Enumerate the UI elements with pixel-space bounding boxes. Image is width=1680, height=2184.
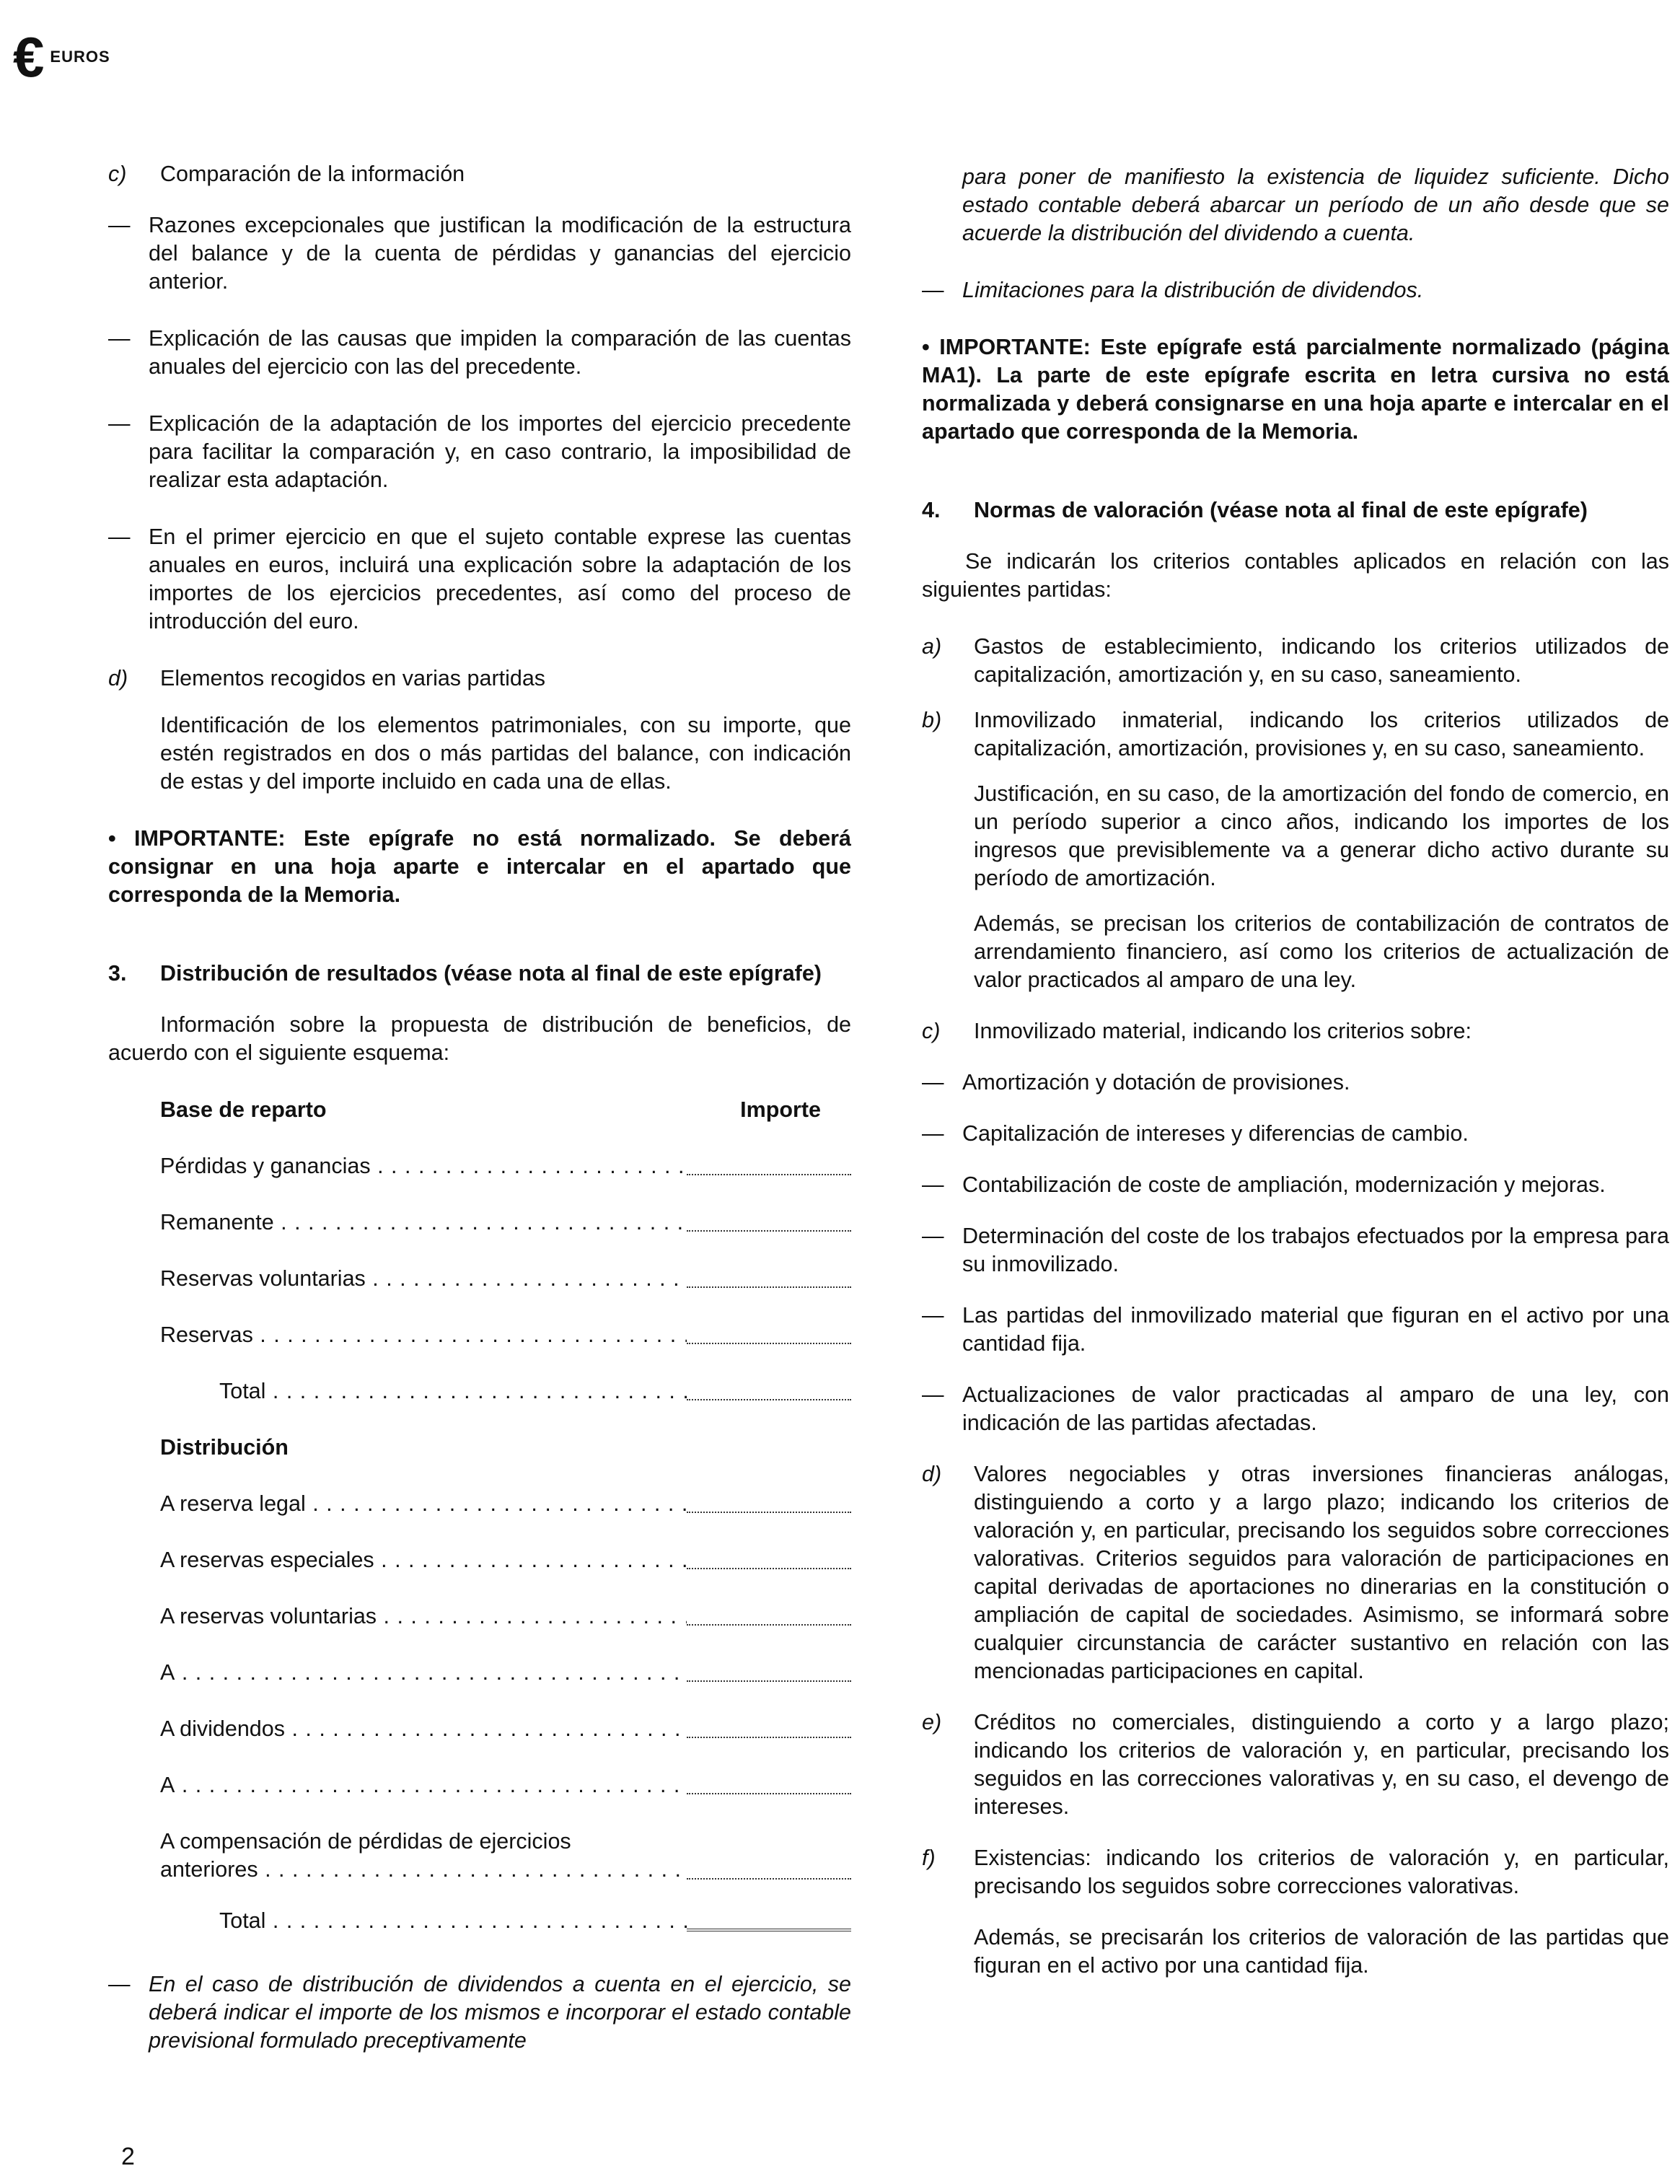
table-row: A . . . [160, 1659, 851, 1715]
amount-field[interactable] [687, 1321, 851, 1344]
list-item: — Actualizaciones de valor practicadas al amparo de una ley, con indicación de las partidas afectadas. [922, 1382, 1669, 1435]
section-3-heading: 3. Distribución de resultados (véase nota al final de este epígrafe) [108, 961, 822, 986]
important-note: • IMPORTANTE: Este epígrafe está parcialmente normalizado (página MA1). La parte de este epígrafe escrita en letra cursiva no está normalizada y deberá consignarse en una hoja aparte e intercalar en el apartado que corresponda de la Memoria. [922, 335, 1669, 444]
list-item: — Determinación del coste de los trabajos efectuados por la empresa para su inmovilizado. [922, 1224, 1669, 1276]
left-column [108, 160, 851, 2084]
amount-field[interactable] [687, 1602, 851, 1626]
list-item: — Razones excepcionales que justifican la modificación de la estructura del balance y de la cuenta de pérdidas y ganancias del ejercicio anterior. [108, 213, 851, 294]
amount-field[interactable] [687, 1265, 851, 1288]
table-row: Reservas . . . [160, 1321, 851, 1377]
section-3-intro: Información sobre la propuesta de distribución de beneficios, de acuerdo con el siguiente esquema: [108, 1012, 851, 1065]
list-item: — En el primer ejercicio en que el sujeto contable exprese las cuentas anuales en euros, incluirá una explicación sobre la adaptación de los importes de los ejercicios precedentes, así como del proceso de introducción del euro. [108, 525, 851, 633]
table-header: Base de reparto Importe [160, 1097, 821, 1122]
item-label: d) [108, 666, 128, 690]
list-item: — Amortización y dotación de provisiones. [922, 1070, 1350, 1095]
note-continuation: para poner de manifiesto la existencia de liquidez suficiente. Dicho estado contable deberá abarcar un período de un año desde que se acuerde la distribución del dividendo a cuenta. [962, 165, 1669, 245]
distribution-subheading: Distribución [160, 1435, 289, 1460]
item-b-paragraph: Además, se precisan los criterios de contabilización de contratos de arrendamiento financiero, así como los criterios de actualización de valor practicados al amparo de una ley. [974, 911, 1669, 992]
table-row: Remanente . . . [160, 1209, 851, 1265]
item-title: Comparación de la información [160, 162, 465, 186]
amount-field[interactable] [687, 1856, 851, 1880]
amount-field[interactable] [687, 1907, 851, 1931]
table-row: Pérdidas y ganancias . . . [160, 1152, 851, 1209]
header-brand: EUROS [50, 48, 110, 66]
list-item: — Capitalización de intereses y diferencias de cambio. [922, 1121, 1469, 1146]
table-row: A reservas voluntarias . . . [160, 1602, 851, 1659]
item-title: Elementos recogidos en varias partidas [160, 666, 546, 690]
item-label: c) [108, 162, 127, 186]
list-item: — Explicación de la adaptación de los importes del ejercicio precedente para facilitar la comparación y, en caso contrario, la imposibilidad de realizar esta adaptación. [108, 411, 851, 492]
distribution-table [160, 1096, 851, 1963]
item-b: b) Inmovilizado inmaterial, indicando los criterios utilizados de capitalización, amortización, provisiones y, en su caso, saneamiento. [922, 708, 1669, 760]
section-4-heading: 4. Normas de valoración (véase nota al final de este epígrafe) [922, 498, 1588, 522]
item-f-paragraph: Además, se precisarán los criterios de valoración de las partidas que figuran en el activo por una cantidad fija. [974, 1925, 1669, 1978]
item-f: f) Existencias: indicando los criterios de valoración y, en particular, precisando los seguidos sobre correcciones valorativas. [922, 1846, 1669, 1898]
euro-icon: € [13, 25, 45, 89]
amount-field[interactable] [687, 1715, 851, 1738]
list-item: — Limitaciones para la distribución de dividendos. [922, 278, 1424, 302]
important-note: • IMPORTANTE: Este epígrafe no está normalizado. Se deberá consignar en una hoja aparte e intercalar en el apartado que corresponda de la Memoria. [108, 826, 851, 907]
table-row: A reservas especiales . . . [160, 1546, 851, 1602]
amount-field[interactable] [687, 1490, 851, 1513]
table-total-row: Total . . . [160, 1907, 851, 1963]
item-e: e) Créditos no comerciales, distinguiendo a corto y a largo plazo; indicando los criterios de valoración y, en particular, precisando los seguidos en las correcciones valorativas y, en su caso, el devengo de intereses. [922, 1710, 1669, 1819]
list-item: — Las partidas del inmovilizado material que figuran en el activo por una cantidad fija. [922, 1303, 1669, 1356]
item-a: a) Gastos de establecimiento, indicando los criterios utilizados de capitalización, amortización y, en su caso, saneamiento. [922, 634, 1669, 687]
list-item: — Explicación de las causas que impiden la comparación de las cuentas anuales del ejercicio con las del precedente. [108, 326, 851, 379]
list-item: — Contabilización de coste de ampliación, modernización y mejoras. [922, 1172, 1606, 1197]
section-d-heading [108, 665, 851, 693]
page-header [13, 25, 110, 89]
section-4-intro: Se indicarán los criterios contables aplicados en relación con las siguientes partidas: [922, 549, 1669, 602]
amount-field[interactable] [687, 1546, 851, 1569]
right-column [922, 163, 1669, 1980]
table-row: A . . . [160, 1771, 851, 1828]
table-row: Reservas voluntarias . . . [160, 1265, 851, 1321]
page-number: 2 [121, 2143, 135, 2170]
amount-field[interactable] [687, 1152, 851, 1175]
amount-field[interactable] [687, 1659, 851, 1682]
item-b-paragraph: Justificación, en su caso, de la amortización del fondo de comercio, en un período superior a cinco años, indicando los importes de los ingresos que previsiblemente va a generar dicho activo durante su período de amortización. [974, 781, 1669, 890]
list-item: — En el caso de distribución de dividendos a cuenta en el ejercicio, se deberá indicar el importe de los mismos e incorporar el estado contable previsional formulado preceptivamente [108, 1972, 851, 2053]
table-row: A compensación de pérdidas de ejercicios anteriores . . . [160, 1828, 851, 1907]
section-c-heading [108, 160, 851, 188]
table-row: A reserva legal . . . [160, 1490, 851, 1546]
table-row: A dividendos . . . [160, 1715, 851, 1771]
amount-field[interactable] [687, 1771, 851, 1794]
amount-field[interactable] [687, 1377, 851, 1400]
amount-field[interactable] [687, 1209, 851, 1232]
table-total-row: Total . . . [160, 1377, 851, 1434]
section-d-text: Identificación de los elementos patrimoniales, con su importe, que estén registrados en dos o más partidas del balance, con indicación de estas y del importe incluido en cada una de ellas. [160, 713, 851, 794]
item-d: d) Valores negociables y otras inversiones financieras análogas, distinguiendo a corto y a largo plazo; indicando los criterios de valoración y, en particular, precisando los seguidos sobre correcciones valorativas. Criterios seguidos para valoración de participaciones en capital derivadas de aportaciones no dinerarias en la constitución o ampliación de capital de sociedades. Asimismo, se informará sobre cualquier circunstancia de carácter sustantivo en relación con las mencionadas participaciones en capital. [922, 1462, 1669, 1683]
item-c: c) Inmovilizado material, indicando los criterios sobre: [922, 1019, 1472, 1043]
